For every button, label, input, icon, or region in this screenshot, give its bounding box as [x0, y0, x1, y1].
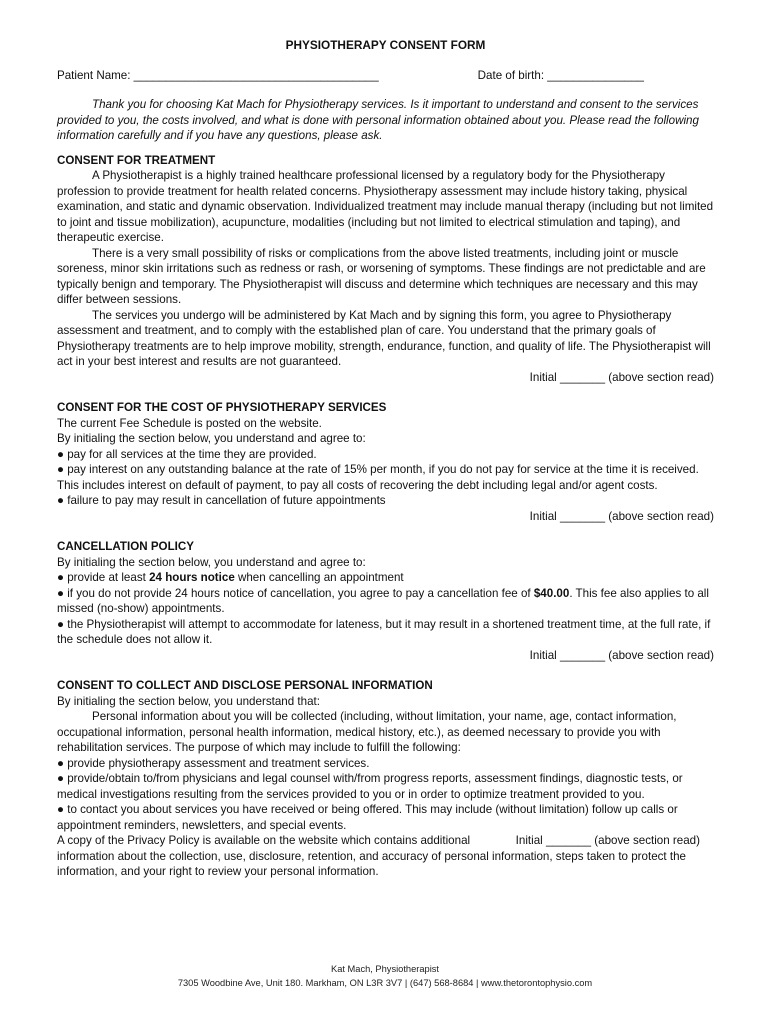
cancellation-bullet-3: ● the Physiotherapist will attempt to accommodate for lateness, but it may result in a shortened treatment time, at the full rate, if the schedule does not allow it.	[57, 617, 711, 646]
cost-line-2: By initialing the section below, you understand and agree to:	[57, 432, 366, 445]
footer-practitioner-name: Kat Mach, Physiotherapist	[331, 964, 439, 974]
page-footer	[0, 962, 770, 990]
cancellation-line-1: By initialing the section below, you understand and agree to:	[57, 555, 366, 569]
cancellation-bullet-1-pre: ● provide at least	[57, 571, 150, 584]
cost-initial-field[interactable]: Initial _______ (above section read)	[529, 509, 714, 523]
privacy-bullet-2: ● provide/obtain to/from physicians and legal counsel with/from progress reports, assessment findings, diagnostic tests, or medical investigations resulting from the services provided to you or in order to optimize treatment provided to you.	[57, 772, 683, 801]
cost-bullet-3: ● failure to pay may result in cancellation of future appointments	[57, 494, 386, 507]
footer-contact-info: 7305 Woodbine Ave, Unit 180. Markham, ON L3R 3V7 | (647) 568-8684 | www.thetorontophysio.com	[177, 978, 593, 988]
privacy-bullet-3: ● to contact you about services you have received or being offered. This may include (without limitation) follow up calls or appointment reminders, newsletters, and special events.	[57, 803, 678, 832]
treatment-paragraph-2: There is a very small possibility of risks or complications from the above listed treatments, including joint or muscle soreness, minor skin irritations such as redness or rash, or worsening of symptoms. These findings are not predictable and are typically benign and temporary. The Physiotherapist will discuss and determine which techniques are necessary and this may differ between sessions.	[57, 246, 706, 306]
treatment-paragraph-3: The services you undergo will be administered by Kat Mach and by signing this form, you agree to Physiotherapy assessment and treatment, and to comply with the established plan of care. You understand that the primary goals of Physiotherapy treatments are to help improve mobility, strength, endurance, function, and quality of life. The Physiotherapist will act in your best interest and results are not guaranteed.	[57, 308, 711, 368]
form-title: PHYSIOTHERAPY CONSENT FORM	[285, 38, 486, 52]
privacy-policy-paragraph	[57, 833, 714, 880]
cancellation-bullet-1-post: when cancelling an appointment	[234, 571, 404, 584]
cost-bullet-2: ● pay interest on any outstanding balance at the rate of 15% per month, if you do not pay for service at the time it is received. This includes interest on default of payment, to pay all costs of recovering the debt including legal and/or agent costs.	[57, 463, 699, 492]
cost-heading: CONSENT FOR THE COST OF PHYSIOTHERAPY SERVICES	[57, 401, 387, 414]
intro-paragraph: Thank you for choosing Kat Mach for Physiotherapy services. Is it important to understand and consent to the services provided to you, the costs involved, and what is done with personal information obtained about you. Please read the following information carefully and if you have any questions, please ask.	[57, 98, 699, 142]
cancellation-initial-field[interactable]: Initial _______ (above section read)	[529, 648, 714, 662]
privacy-bullet-1: ● provide physiotherapy assessment and treatment services.	[57, 756, 370, 770]
treatment-initial-field[interactable]: Initial _______ (above section read)	[529, 370, 714, 384]
treatment-section	[57, 153, 714, 386]
cancellation-bullet-2-post: . This fee also applies to all missed (no-show) appointments.	[57, 586, 709, 615]
cancellation-bullet-2-pre: ● if you do not provide 24 hours notice of cancellation, you agree to pay a cancellation fee of	[57, 586, 534, 600]
patient-info-row	[57, 68, 714, 84]
cost-bullet-1: ● pay for all services at the time they are provided.	[57, 447, 317, 461]
date-of-birth-field[interactable]: Date of birth: _______________	[477, 68, 644, 82]
cancellation-heading: CANCELLATION POLICY	[57, 540, 194, 553]
cancellation-fee: $40.00	[533, 586, 570, 600]
privacy-policy-text: A copy of the Privacy Policy is available on the website which contains additional information about the collection, use, disclosure, retention, and accuracy of personal information, steps taken to protect the information, and your right to review your personal information.	[57, 834, 686, 878]
treatment-heading: CONSENT FOR TREATMENT	[57, 153, 216, 167]
privacy-paragraph-1: Personal information about you will be collected (including, without limitation, your name, age, contact information, occupational information, personal health information, medical history, etc.), as deemed necessary to provide you with rehabilitation services. The purpose of which may include to fulfill the following:	[57, 710, 677, 754]
cancellation-notice-period: 24 hours notice	[149, 571, 235, 584]
privacy-heading: CONSENT TO COLLECT AND DISCLOSE PERSONAL INFORMATION	[57, 679, 433, 692]
cost-line-1: The current Fee Schedule is posted on the website.	[57, 416, 322, 430]
cancellation-bullet-2	[57, 586, 714, 617]
cancellation-section	[57, 539, 714, 663]
treatment-paragraph-1: A Physiotherapist is a highly trained healthcare professional licensed by a regulatory body for the Physiotherapy profession to provide treatment for health related concerns. Physiotherapy assessment may include history taking, physical examination, and static and dynamic observation. Individualized treatment may include manual therapy (including but not limited to joint and tissue mobilization), acupuncture, modalities (including but not limited to electrical stimulation and taping), and therapeutic exercise.	[57, 169, 714, 244]
cancellation-bullet-1	[57, 570, 714, 586]
privacy-section	[57, 678, 714, 880]
patient-name-field[interactable]: Patient Name: ______________________________________	[57, 68, 379, 82]
cost-section	[57, 400, 714, 524]
privacy-line-1: By initialing the section below, you understand that:	[57, 694, 320, 708]
privacy-initial-field[interactable]: Initial _______ (above section read)	[515, 834, 700, 847]
